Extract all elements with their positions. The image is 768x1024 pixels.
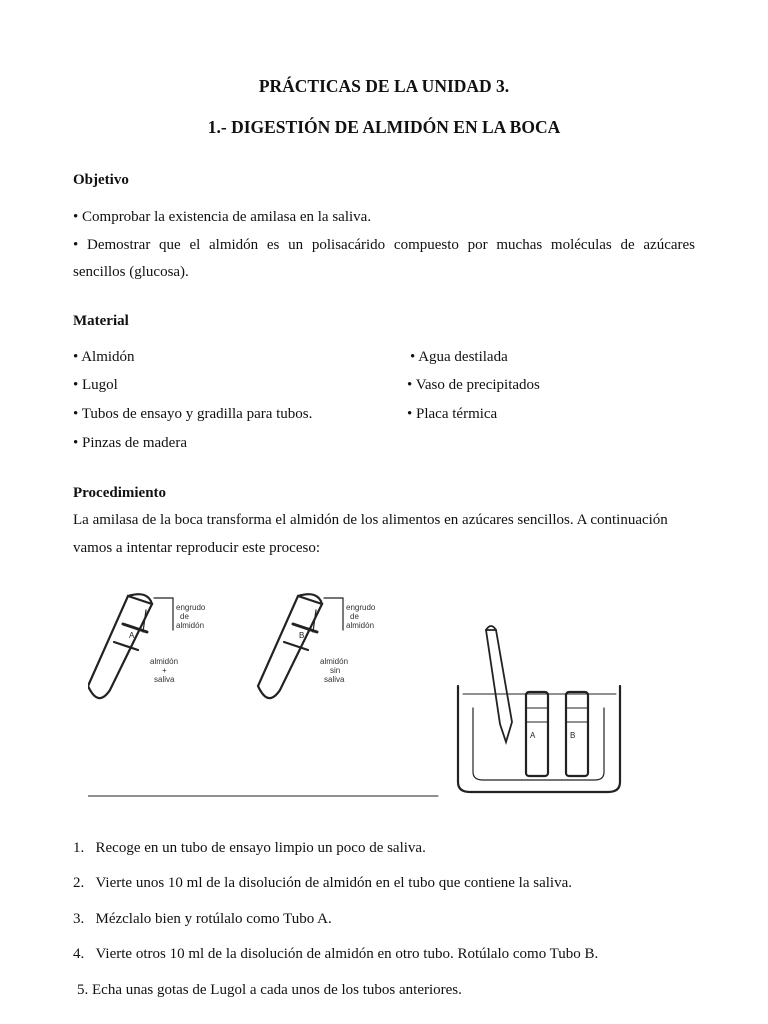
step-number: 2.	[73, 875, 85, 891]
material-item: • Tubos de ensayo y gradilla para tubos.	[73, 406, 312, 423]
objetivo-item: • Comprobar la existencia de amilasa en la saliva.	[73, 209, 371, 226]
procedimiento-intro: La amilasa de la boca transforma el almidón de los alimentos en azúcares sencillos. A continuación	[73, 512, 668, 528]
step-item	[73, 946, 598, 963]
contents-label: saliva	[324, 675, 345, 684]
objetivo-item-continuation: sencillos (glucosa).	[73, 264, 189, 280]
step-text: Vierte unos 10 ml de la disolución de almidón en el tubo que contiene la saliva.	[95, 875, 572, 891]
step-number: 5.	[77, 982, 89, 998]
practice-title: 1.- DIGESTIÓN DE ALMIDÓN EN LA BOCA	[207, 117, 561, 137]
step-number: 4.	[73, 946, 85, 962]
material-item: • Agua destilada	[410, 349, 508, 366]
step-text: Recoge en un tubo de ensayo limpio un poco de saliva.	[95, 840, 426, 856]
step-item	[73, 840, 426, 857]
contents-label: sin	[330, 666, 341, 675]
engrudo-label: de	[350, 612, 359, 621]
material-item: • Pinzas de madera	[73, 435, 187, 452]
page-title: PRÁCTICAS DE LA UNIDAD 3.	[258, 76, 510, 96]
procedimiento-intro: vamos a intentar reproducir este proceso:	[73, 540, 320, 556]
objetivo-heading: Objetivo	[73, 172, 129, 188]
step-item	[77, 982, 462, 999]
material-item: • Almidón	[73, 349, 135, 366]
engrudo-label: de	[180, 612, 189, 621]
beaker-tube-a-label: A	[530, 731, 536, 740]
step-text: Mézclalo bien y rotúlalo como Tubo A.	[95, 911, 332, 927]
test-tube-a	[88, 594, 152, 698]
contents-label: almidón	[150, 657, 179, 666]
objetivo-item: • Demostrar que el almidón es un polisacárido compuesto por muchas moléculas de azúcares	[73, 237, 695, 254]
procedimiento-heading: Procedimiento	[73, 485, 167, 501]
test-tube-b	[258, 594, 322, 698]
experiment-drawing	[88, 582, 628, 797]
experiment-illustration	[88, 582, 628, 797]
engrudo-label: engrudo	[176, 603, 206, 612]
tube-b-label: B	[299, 631, 305, 640]
contents-label: +	[162, 666, 167, 675]
contents-label: almidón	[320, 657, 349, 666]
material-item: • Lugol	[73, 377, 118, 394]
step-number: 3.	[73, 911, 85, 927]
engrudo-label: almidón	[346, 621, 375, 630]
step-number: 1.	[73, 840, 85, 856]
step-item	[73, 875, 572, 892]
engrudo-label: engrudo	[346, 603, 376, 612]
step-item	[73, 911, 332, 928]
material-heading: Material	[73, 313, 129, 329]
contents-label: saliva	[154, 675, 175, 684]
step-text: Echa unas gotas de Lugol a cada unos de los tubos anteriores.	[92, 982, 462, 998]
material-item: • Placa térmica	[407, 406, 497, 423]
engrudo-label: almidón	[176, 621, 205, 630]
material-item: • Vaso de precipitados	[407, 377, 540, 394]
dropper-pipette	[486, 626, 512, 742]
tube-a-label: A	[129, 631, 135, 640]
beaker-tube-b-label: B	[570, 731, 576, 740]
step-text: Vierte otros 10 ml de la disolución de almidón en otro tubo. Rotúlalo como Tubo B.	[95, 946, 599, 962]
